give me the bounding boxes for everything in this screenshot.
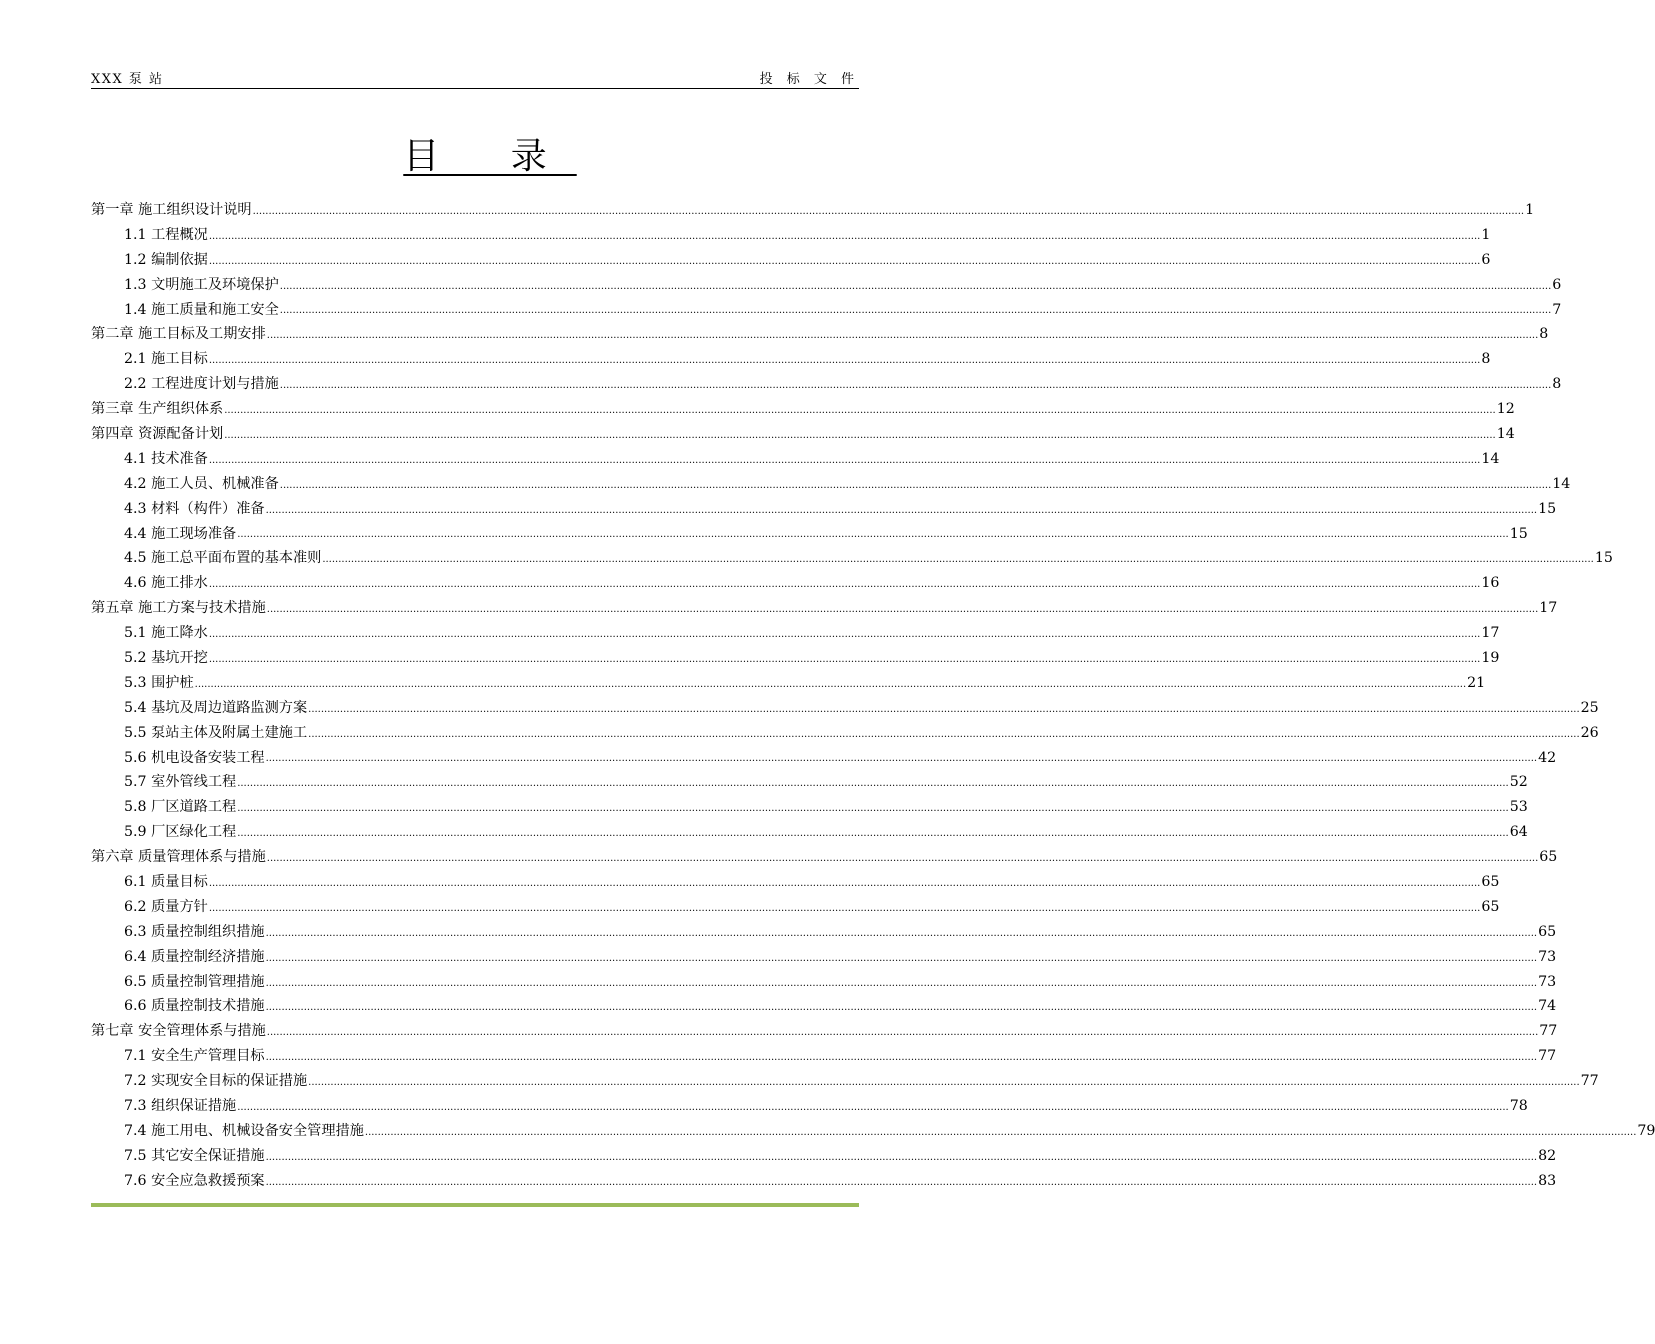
toc-entry-page: 73 xyxy=(1538,948,1557,965)
toc-entry[interactable] xyxy=(91,522,1528,547)
toc-entry[interactable] xyxy=(91,895,1500,920)
toc-entry-label: 第五章 施工方案与技术措施 xyxy=(91,600,266,617)
toc-leader-dots: ................................................................................................................................................................................................................................................................................................................................................................................................................ xyxy=(265,977,1538,989)
toc-entry-page: 6 xyxy=(1552,276,1562,293)
toc-leader-dots: ................................................................................................................................................................................................................................................................................................................................................................................................................ xyxy=(265,1052,1538,1064)
toc-entry[interactable] xyxy=(91,571,1500,596)
toc-entry-label: 6.1 质量目标 xyxy=(124,874,208,891)
toc-entry-label: 7.4 施工用电、机械设备安全管理措施 xyxy=(124,1122,364,1139)
toc-entry-page: 15 xyxy=(1594,550,1613,567)
toc-entry[interactable] xyxy=(91,248,1491,273)
toc-entry[interactable] xyxy=(91,1044,1557,1069)
toc-leader-dots: ................................................................................................................................................................................................................................................................................................................................................................................................................ xyxy=(208,877,1481,889)
toc-entry[interactable] xyxy=(91,970,1557,995)
toc-entry[interactable] xyxy=(91,497,1557,522)
toc-entry-label: 4.1 技术准备 xyxy=(124,450,208,467)
toc-entry-label: 2.1 施工目标 xyxy=(124,351,208,368)
toc-leader-dots: ................................................................................................................................................................................................................................................................................................................................................................................................................ xyxy=(308,1077,1580,1089)
toc-entry[interactable] xyxy=(91,372,1562,397)
toc-entry[interactable] xyxy=(91,298,1562,323)
toc-leader-dots: ................................................................................................................................................................................................................................................................................................................................................................................................................ xyxy=(265,1176,1538,1188)
toc-entry-page: 17 xyxy=(1539,600,1558,617)
toc-leader-dots: ................................................................................................................................................................................................................................................................................................................................................................................................................ xyxy=(266,330,1539,342)
toc-entry-page: 15 xyxy=(1509,525,1528,542)
toc-entry-label: 6.4 质量控制经济措施 xyxy=(124,948,265,965)
toc-leader-dots: ................................................................................................................................................................................................................................................................................................................................................................................................................ xyxy=(265,504,1538,516)
toc-entry[interactable] xyxy=(91,646,1500,671)
toc-entry-label: 5.8 厂区道路工程 xyxy=(124,799,237,816)
toc-leader-dots: ................................................................................................................................................................................................................................................................................................................................................................................................................ xyxy=(266,1027,1539,1039)
toc-entry[interactable] xyxy=(91,870,1500,895)
toc-entry[interactable] xyxy=(91,696,1599,721)
toc-entry-page: 12 xyxy=(1496,401,1515,418)
toc-entry[interactable] xyxy=(91,397,1515,422)
toc-leader-dots: ................................................................................................................................................................................................................................................................................................................................................................................................................ xyxy=(322,554,1594,566)
toc-entry[interactable] xyxy=(91,820,1528,845)
toc-entry-page: 65 xyxy=(1538,923,1557,940)
toc-leader-dots: ................................................................................................................................................................................................................................................................................................................................................................................................................ xyxy=(237,778,1509,790)
toc-entry-page: 79 xyxy=(1637,1122,1655,1139)
toc-entry-page: 77 xyxy=(1580,1073,1599,1090)
toc-entry-label: 2.2 工程进度计划与措施 xyxy=(124,376,279,393)
toc-leader-dots: ................................................................................................................................................................................................................................................................................................................................................................................................................ xyxy=(265,753,1538,765)
toc-entry-page: 26 xyxy=(1580,724,1599,741)
toc-entry[interactable] xyxy=(91,198,1535,223)
toc-entry-label: 第二章 施工目标及工期安排 xyxy=(91,326,266,343)
toc-entry-label: 5.2 基坑开挖 xyxy=(124,650,208,667)
toc-leader-dots: ................................................................................................................................................................................................................................................................................................................................................................................................................ xyxy=(265,927,1538,939)
toc-entry-label: 7.5 其它安全保证措施 xyxy=(124,1147,265,1164)
toc-entry[interactable] xyxy=(91,472,1571,497)
toc-entry[interactable] xyxy=(91,671,1486,696)
footer-bar xyxy=(91,1203,859,1207)
toc-leader-dots: ................................................................................................................................................................................................................................................................................................................................................................................................................ xyxy=(308,703,1580,715)
toc-entry[interactable] xyxy=(91,920,1557,945)
toc-entry[interactable] xyxy=(91,322,1549,347)
toc-entry[interactable] xyxy=(91,721,1599,746)
toc-leader-dots: ................................................................................................................................................................................................................................................................................................................................................................................................................ xyxy=(237,828,1509,840)
toc-entry-page: 19 xyxy=(1481,650,1500,667)
toc-entry-page: 8 xyxy=(1539,326,1549,343)
toc-leader-dots: ................................................................................................................................................................................................................................................................................................................................................................................................................ xyxy=(237,529,1509,541)
toc-leader-dots: ................................................................................................................................................................................................................................................................................................................................................................................................................ xyxy=(208,355,1481,367)
toc-entry[interactable] xyxy=(91,845,1558,870)
page-header xyxy=(91,66,859,89)
toc-entry-label: 4.3 材料（构件）准备 xyxy=(124,500,265,517)
toc-entry-label: 1.3 文明施工及环境保护 xyxy=(124,276,279,293)
toc-entry-page: 53 xyxy=(1509,799,1528,816)
toc-entry-label: 6.3 质量控制组织措施 xyxy=(124,923,265,940)
toc-leader-dots: ................................................................................................................................................................................................................................................................................................................................................................................................................ xyxy=(308,728,1580,740)
toc-entry[interactable] xyxy=(91,546,1613,571)
toc-entry-page: 15 xyxy=(1538,500,1557,517)
toc-entry-label: 7.1 安全生产管理目标 xyxy=(124,1048,265,1065)
toc-entry-label: 1.2 编制依据 xyxy=(124,251,208,268)
toc-entry-label: 5.1 施工降水 xyxy=(124,625,208,642)
toc-leader-dots: ................................................................................................................................................................................................................................................................................................................................................................................................................ xyxy=(279,479,1552,491)
toc-leader-dots: ................................................................................................................................................................................................................................................................................................................................................................................................................ xyxy=(279,305,1552,317)
toc-leader-dots: ................................................................................................................................................................................................................................................................................................................................................................................................................ xyxy=(208,579,1481,591)
toc-entry-label: 第三章 生产组织体系 xyxy=(91,401,224,418)
toc-entry-label: 7.2 实现安全目标的保证措施 xyxy=(124,1073,308,1090)
toc-entry[interactable] xyxy=(91,746,1557,771)
toc-entry-page: 42 xyxy=(1538,749,1557,766)
toc-entry-page: 78 xyxy=(1509,1098,1528,1115)
toc-entry-label: 4.2 施工人员、机械准备 xyxy=(124,475,279,492)
toc-entry-page: 1 xyxy=(1525,201,1535,218)
toc-leader-dots: ................................................................................................................................................................................................................................................................................................................................................................................................................ xyxy=(265,952,1538,964)
toc-entry-label: 第一章 施工组织设计说明 xyxy=(91,201,252,218)
header-project-name: XXX 泵 站 xyxy=(91,72,164,87)
toc-entry-label: 第四章 资源配备计划 xyxy=(91,426,224,442)
toc-leader-dots: ................................................................................................................................................................................................................................................................................................................................................................................................................ xyxy=(208,629,1481,641)
toc-entry[interactable] xyxy=(91,1169,1557,1194)
toc-entry-label: 5.7 室外管线工程 xyxy=(124,774,237,791)
toc-leader-dots: ................................................................................................................................................................................................................................................................................................................................................................................................................ xyxy=(279,380,1552,392)
toc-entry-label: 7.6 安全应急救援预案 xyxy=(124,1172,265,1189)
toc-entry-page: 73 xyxy=(1538,973,1557,990)
toc-entry[interactable] xyxy=(91,273,1562,298)
toc-entry[interactable] xyxy=(91,1019,1558,1044)
toc-entry[interactable] xyxy=(91,1119,1655,1144)
toc-entry-label: 1.1 工程概况 xyxy=(124,226,208,243)
header-doc-type: 投 标 文 件 xyxy=(759,72,859,87)
toc-entry-label: 6.6 质量控制技术措施 xyxy=(124,998,265,1015)
toc-leader-dots: ................................................................................................................................................................................................................................................................................................................................................................................................................ xyxy=(252,205,1525,217)
toc-entry-label: 5.3 围护桩 xyxy=(124,674,194,691)
toc-leader-dots: ................................................................................................................................................................................................................................................................................................................................................................................................................ xyxy=(208,230,1481,242)
toc-entry[interactable] xyxy=(91,447,1500,472)
toc-entry-page: 16 xyxy=(1481,575,1500,592)
toc-entry[interactable] xyxy=(91,995,1557,1020)
toc-entry[interactable] xyxy=(91,422,1515,447)
toc-entry-page: 14 xyxy=(1481,450,1500,467)
toc-entry[interactable] xyxy=(91,1144,1557,1169)
toc-entry-label: 1.4 施工质量和施工安全 xyxy=(124,301,279,318)
toc-entry[interactable] xyxy=(91,347,1491,372)
toc-entry-page: 64 xyxy=(1509,824,1528,841)
toc-entry-label: 7.3 组织保证措施 xyxy=(124,1098,237,1115)
toc-entry[interactable] xyxy=(91,770,1528,795)
toc-entry-label: 6.5 质量控制管理措施 xyxy=(124,973,265,990)
toc-leader-dots: ................................................................................................................................................................................................................................................................................................................................................................................................................ xyxy=(237,803,1509,815)
toc-leader-dots: ................................................................................................................................................................................................................................................................................................................................................................................................................ xyxy=(194,678,1467,690)
toc-entry[interactable] xyxy=(91,945,1557,970)
toc-entry-page: 52 xyxy=(1509,774,1528,791)
toc-entry-page: 65 xyxy=(1539,849,1558,866)
toc-entry-label: 5.4 基坑及周边道路监测方案 xyxy=(124,699,308,716)
toc-entry-label: 第六章 质量管理体系与措施 xyxy=(91,849,266,866)
toc-leader-dots: ................................................................................................................................................................................................................................................................................................................................................................................................................ xyxy=(279,280,1552,292)
toc-entry-label: 第七章 安全管理体系与措施 xyxy=(91,1023,266,1040)
toc-leader-dots: ................................................................................................................................................................................................................................................................................................................................................................................................................ xyxy=(224,429,1496,441)
toc-entry-label: 4.6 施工排水 xyxy=(124,575,208,592)
toc-leader-dots: ................................................................................................................................................................................................................................................................................................................................................................................................................ xyxy=(208,255,1481,267)
toc-entry-page: 17 xyxy=(1481,625,1500,642)
toc-entry[interactable] xyxy=(91,621,1500,646)
toc-entry-page: 14 xyxy=(1496,426,1515,442)
toc-entry-page: 21 xyxy=(1467,674,1486,691)
toc-leader-dots: ................................................................................................................................................................................................................................................................................................................................................................................................................ xyxy=(208,454,1481,466)
toc-entry-page: 25 xyxy=(1580,699,1599,716)
toc-entry-page: 6 xyxy=(1481,251,1491,268)
toc-entry-page: 1 xyxy=(1481,226,1491,243)
toc-leader-dots: ................................................................................................................................................................................................................................................................................................................................................................................................................ xyxy=(224,405,1496,417)
toc-entry-label: 4.5 施工总平面布置的基本准则 xyxy=(124,550,322,567)
toc-entry-page: 82 xyxy=(1538,1147,1557,1164)
toc-entry-label: 5.5 泵站主体及附属土建施工 xyxy=(124,724,308,741)
toc-entry-page: 77 xyxy=(1539,1023,1558,1040)
toc-entry-page: 7 xyxy=(1552,301,1562,318)
toc-entry-page: 83 xyxy=(1538,1172,1557,1189)
toc-entry-label: 5.9 厂区绿化工程 xyxy=(124,824,237,841)
toc-entry[interactable] xyxy=(91,795,1528,820)
toc-entry-label: 4.4 施工现场准备 xyxy=(124,525,237,542)
toc-entry-page: 65 xyxy=(1481,874,1500,891)
toc-entry-page: 14 xyxy=(1552,475,1571,492)
toc-leader-dots: ................................................................................................................................................................................................................................................................................................................................................................................................................ xyxy=(265,1151,1538,1163)
table-of-contents xyxy=(91,198,1655,1194)
toc-leader-dots: ................................................................................................................................................................................................................................................................................................................................................................................................................ xyxy=(265,1002,1538,1014)
toc-entry-label: 6.2 质量方针 xyxy=(124,898,208,915)
toc-leader-dots: ................................................................................................................................................................................................................................................................................................................................................................................................................ xyxy=(237,1101,1509,1113)
toc-entry-page: 74 xyxy=(1538,998,1557,1015)
toc-entry-page: 77 xyxy=(1538,1048,1557,1065)
toc-leader-dots: ................................................................................................................................................................................................................................................................................................................................................................................................................ xyxy=(208,653,1481,665)
toc-entry-page: 8 xyxy=(1552,376,1562,393)
toc-leader-dots: ................................................................................................................................................................................................................................................................................................................................................................................................................ xyxy=(364,1126,1637,1138)
toc-entry[interactable] xyxy=(91,596,1558,621)
toc-entry[interactable] xyxy=(91,1069,1599,1094)
toc-entry[interactable] xyxy=(91,1094,1528,1119)
toc-entry-label: 5.6 机电设备安装工程 xyxy=(124,749,265,766)
toc-leader-dots: ................................................................................................................................................................................................................................................................................................................................................................................................................ xyxy=(266,853,1539,865)
toc-title: 目 录 xyxy=(403,136,577,177)
toc-leader-dots: ................................................................................................................................................................................................................................................................................................................................................................................................................ xyxy=(266,604,1539,616)
toc-entry-page: 8 xyxy=(1481,351,1491,368)
page-title xyxy=(0,128,950,179)
toc-entry-page: 65 xyxy=(1481,898,1500,915)
toc-leader-dots: ................................................................................................................................................................................................................................................................................................................................................................................................................ xyxy=(208,902,1481,914)
toc-entry[interactable] xyxy=(91,223,1491,248)
